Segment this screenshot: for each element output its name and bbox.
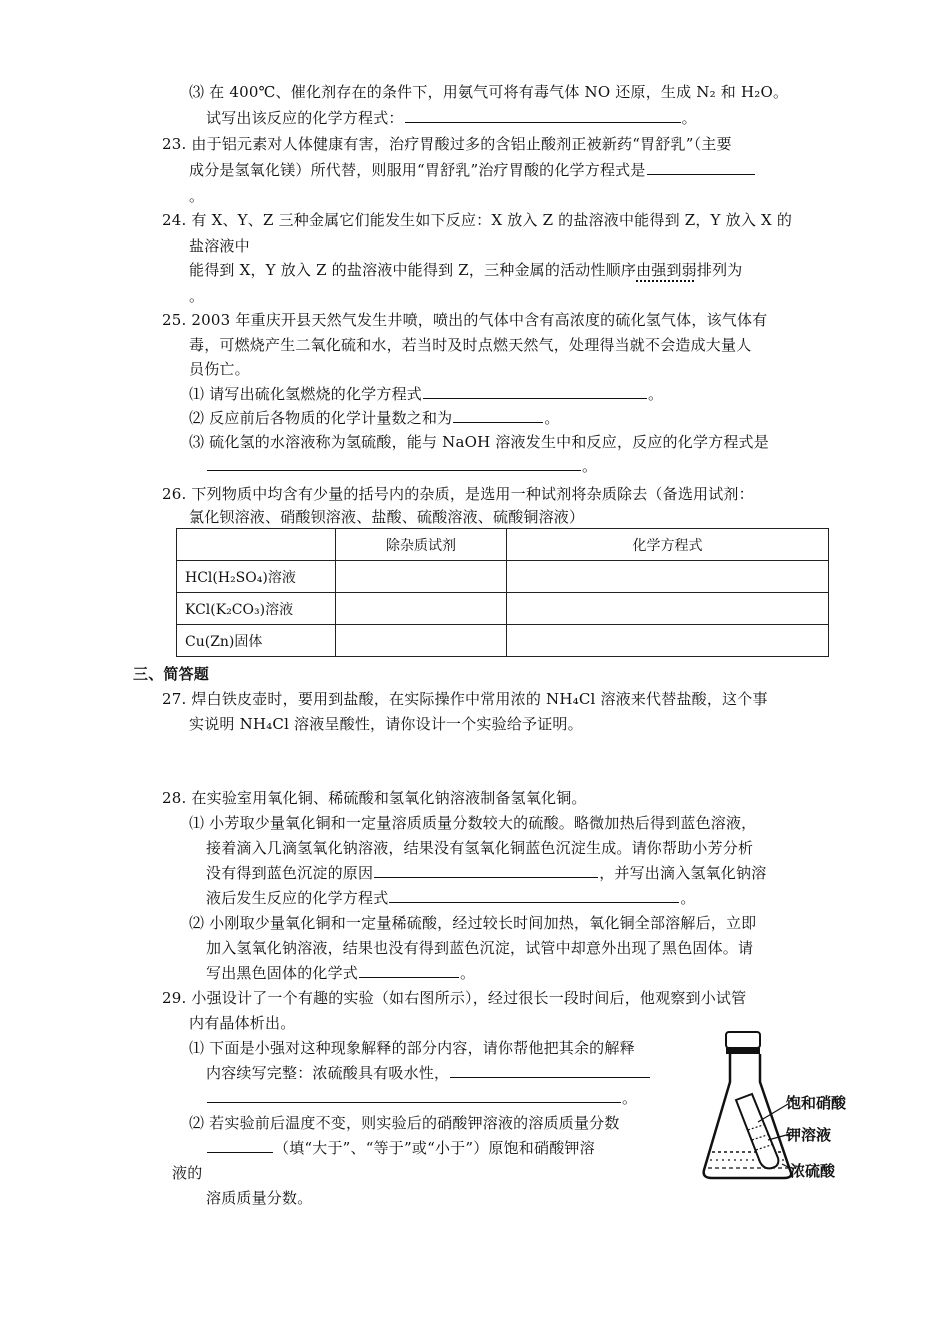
q23-line1: 23. 由于铝元素对人体健康有害，治疗胃酸过多的含铝止酸剂正被新药“胃舒乳”（主要	[162, 135, 732, 153]
stopper-band	[726, 1048, 760, 1054]
q24-line2: 盐溶液中	[189, 237, 250, 255]
q25-part3-blank[interactable]	[207, 456, 581, 471]
q27-line1: 27. 焊白铁皮壶时，要用到盐酸，在实际操作中常用浓的 NH₄Cl 溶液来代替盐酸，这个事	[162, 690, 768, 708]
q25-part2	[189, 408, 560, 428]
q25-part2-blank[interactable]	[453, 408, 543, 423]
q28-part1-line3	[206, 863, 766, 883]
q28-formula-period: 。	[460, 964, 476, 982]
substance-cell: KCl(K₂CO₃)溶液	[177, 593, 336, 625]
q25-part3-period: 。	[582, 457, 598, 475]
q24-line1: 24. 有 X、Y、Z 三种金属它们能发生如下反应：X 放入 Z 的盐溶液中能得到 Z，Y 放入 X 的	[162, 211, 793, 229]
q22-part3-line1: ⑶ 在 400℃、催化剂存在的条件下，用氨气可将有毒气体 NO 还原，生成 N₂ 和 H₂O。	[189, 83, 789, 101]
q25-line3: 员伤亡。	[189, 360, 250, 378]
q29-part2-line3: 液的	[172, 1164, 203, 1182]
q24-emphasis: 由强到弱	[636, 261, 697, 279]
table-row	[177, 593, 829, 625]
q28-equation-prompt: 液后发生反应的化学方程式	[206, 889, 389, 907]
q28-equation-period: 。	[680, 889, 696, 907]
reagent-answer-cell[interactable]	[336, 593, 507, 625]
q29-part1-line2	[206, 1063, 651, 1083]
q29-part2-options: （填“大于”、“等于”或“小于”）原饱和硝酸钾溶	[274, 1139, 595, 1157]
figure-label-solution: 钾溶液	[786, 1126, 832, 1144]
section-heading: 三、简答题	[133, 665, 210, 683]
equation-answer-cell[interactable]	[507, 625, 829, 657]
q28-formula-blank[interactable]	[359, 963, 459, 978]
q25-part1-blank[interactable]	[423, 384, 647, 399]
q25-part3-answer	[206, 456, 597, 476]
q29-part1-prompt: 内容续写完整：浓硫酸具有吸水性，	[206, 1064, 450, 1082]
q28-part1-line1: ⑴ 小芳取少量氧化铜和一定量溶质质量分数较大的硫酸。略微加热后得到蓝色溶液，	[189, 814, 757, 832]
q23-line2	[189, 160, 756, 180]
q22-part3-line2	[206, 108, 697, 128]
substance-cell: HCl(H₂SO₄)溶液	[177, 561, 336, 593]
q28-part2-line2: 加入氢氧化钠溶液，结果也没有得到蓝色沉淀，试管中却意外出现了黑色固体。请	[206, 939, 754, 957]
q29-part1-blank[interactable]	[450, 1063, 650, 1078]
figure-label-sulfuric-acid: 浓硫酸	[790, 1162, 836, 1180]
q29-line2: 内有晶体析出。	[189, 1014, 296, 1032]
q28-formula-prompt: 写出黑色固体的化学式	[206, 964, 359, 982]
q24-line3-end: 排列为	[696, 261, 743, 279]
q28-reason-tail: ，并写出滴入氢氧化钠溶	[599, 864, 767, 882]
q25-part2-period: 。	[544, 409, 560, 427]
q22-prompt: 试写出该反应的化学方程式：	[206, 109, 404, 127]
q24-line3	[189, 260, 743, 280]
table-row	[177, 625, 829, 657]
q28-part1-line2: 接着滴入几滴氢氧化钠溶液，结果没有氢氧化铜蓝色沉淀生成。请你帮助小芳分析	[206, 839, 754, 857]
q29-part2-line4: 溶质质量分数。	[206, 1189, 313, 1207]
table-header-cell	[177, 529, 336, 561]
test-tube	[736, 1094, 778, 1168]
q23-answer-blank[interactable]	[647, 160, 755, 175]
q23-prompt: 成分是氢氧化镁）所代替，则服用“胃舒乳”治疗胃酸的化学方程式是	[189, 161, 646, 179]
q25-part2-prompt: ⑵ 反应前后各物质的化学计量数之和为	[189, 409, 453, 427]
substance-cell: Cu(Zn)固体	[177, 625, 336, 657]
figure-label-saturated: 饱和硝酸	[786, 1094, 847, 1112]
q28-reason-prompt: 没有得到蓝色沉淀的原因	[206, 864, 374, 882]
q23-line3: 。	[189, 187, 205, 205]
q25-part3: ⑶ 硫化氢的水溶液称为氢硫酸，能与 NaOH 溶液发生中和反应，反应的化学方程式是	[189, 433, 769, 451]
q26-line1: 26. 下列物质中均含有少量的括号内的杂质，是选用一种试剂将杂质除去（备选用试剂：	[162, 485, 754, 503]
q25-part1-period: 。	[647, 385, 664, 403]
q24-line4: 。	[189, 287, 205, 305]
q29-part1-period: 。	[622, 1089, 638, 1107]
q25-line1: 25. 2003 年重庆开县天然气发生井喷，喷出的气体中含有高浓度的硫化氢气体，该气体有	[162, 311, 768, 329]
q29-part2-blank[interactable]	[207, 1138, 273, 1153]
equation-answer-cell[interactable]	[507, 561, 829, 593]
stopper-shape	[726, 1032, 760, 1048]
q28-line1: 28. 在实验室用氧化铜、稀硫酸和氢氧化钠溶液制备氢氧化铜。	[162, 789, 587, 807]
q27-line2: 实说明 NH₄Cl 溶液呈酸性，请你设计一个实验给予证明。	[189, 715, 583, 733]
q29-part1-blank2[interactable]	[207, 1088, 621, 1103]
q25-line2: 毒，可燃烧产生二氧化硫和水，若当时及时点燃天然气，处理得当就不会造成大量人	[189, 336, 752, 354]
q29-part2-line2	[206, 1138, 595, 1158]
table-header-cell: 除杂质试剂	[336, 529, 507, 561]
q29-part2-line1: ⑵ 若实验前后温度不变，则实验后的硝酸钾溶液的溶质质量分数	[189, 1114, 620, 1132]
q25-part1	[189, 384, 663, 404]
q26-line2: 氯化钡溶液、硝酸钡溶液、盐酸、硫酸溶液、硫酸铜溶液）	[189, 508, 585, 526]
q28-part2-line3	[206, 963, 475, 983]
q28-part2-line1: ⑵ 小刚取少量氧化铜和一定量稀硫酸，经过较长时间加热，氧化铜全部溶解后，立即	[189, 914, 757, 932]
q28-part1-line4	[206, 888, 696, 908]
impurity-table	[176, 528, 829, 657]
q24-line3-text: 能得到 X，Y 放入 Z 的盐溶液中能得到 Z，三种金属的活动性顺序	[189, 261, 637, 279]
q29-line1: 29. 小强设计了一个有趣的实验（如右图所示），经过很长一段时间后，他观察到小试管	[162, 989, 747, 1007]
q29-part1-line3	[206, 1088, 637, 1108]
q28-equation-blank[interactable]	[389, 888, 679, 903]
reagent-answer-cell[interactable]	[336, 561, 507, 593]
equation-answer-cell[interactable]	[507, 593, 829, 625]
q22-period: 。	[681, 109, 697, 127]
reagent-answer-cell[interactable]	[336, 625, 507, 657]
q28-reason-blank[interactable]	[374, 863, 598, 878]
q22-answer-blank[interactable]	[405, 108, 681, 123]
table-header-row	[177, 529, 829, 561]
q25-part1-prompt: ⑴ 请写出硫化氢燃烧的化学方程式	[189, 385, 422, 403]
table-header-cell: 化学方程式	[507, 529, 829, 561]
table-row	[177, 561, 829, 593]
q29-part1-line1: ⑴ 下面是小强对这种现象解释的部分内容，请你帮他把其余的解释	[189, 1039, 635, 1057]
